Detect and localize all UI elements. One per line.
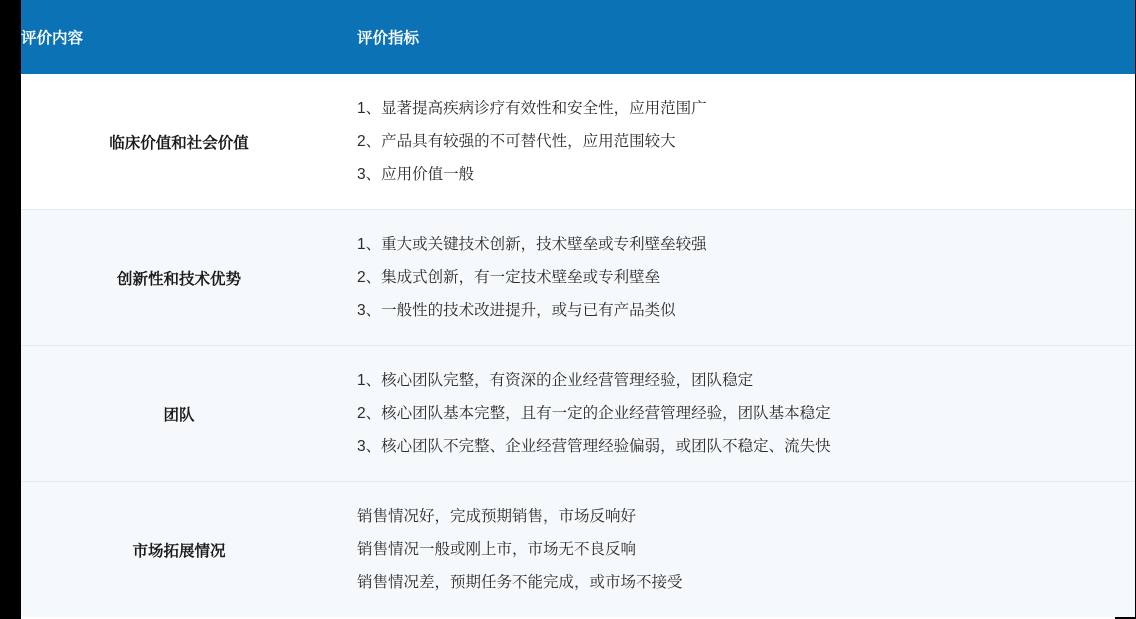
document-sheet xyxy=(21,0,1115,619)
indicator-line: 3、一般性的技术改进提升，或与已有产品类似 xyxy=(357,302,676,319)
row-category: 市场拓展情况 xyxy=(132,542,226,560)
row-indicators xyxy=(337,210,1135,345)
indicator-line: 1、重大或关键技术创新，技术壁垒或专利壁垒较强 xyxy=(357,236,707,253)
indicator-line: 1、显著提高疾病诊疗有效性和安全性，应用范围广 xyxy=(357,100,707,117)
indicator-line: 销售情况好，完成预期销售，市场反响好 xyxy=(357,508,637,525)
indicator-line: 1、核心团队完整，有资深的企业经营管理经验，团队稳定 xyxy=(357,372,754,389)
row-indicators xyxy=(337,74,1135,209)
table-row xyxy=(21,210,1135,345)
table-body xyxy=(21,74,1135,617)
row-category: 临床价值和社会价值 xyxy=(109,134,249,152)
table-row xyxy=(21,346,1135,481)
row-category: 创新性和技术优势 xyxy=(116,270,241,288)
indicator-line: 3、核心团队不完整、企业经营管理经验偏弱，或团队不稳定、流失快 xyxy=(357,438,831,455)
indicator-line: 2、核心团队基本完整，且有一定的企业经营管理经验，团队基本稳定 xyxy=(357,405,831,422)
indicator-line: 2、集成式创新，有一定技术壁垒或专利壁垒 xyxy=(357,269,661,286)
column-header-indicator: 评价指标 xyxy=(337,0,1135,74)
row-indicators xyxy=(337,482,1135,617)
column-header-content: 评价内容 xyxy=(21,0,337,74)
indicator-line: 3、应用价值一般 xyxy=(357,166,475,183)
table-header-row xyxy=(21,0,1135,74)
table-row xyxy=(21,482,1135,617)
indicator-line: 销售情况一般或刚上市，市场无不良反响 xyxy=(357,541,637,558)
table-row xyxy=(21,74,1135,209)
row-indicators xyxy=(337,346,1135,481)
row-category: 团队 xyxy=(163,406,195,424)
table-header xyxy=(21,0,1135,74)
evaluation-criteria-table xyxy=(21,0,1135,617)
indicator-line: 2、产品具有较强的不可替代性，应用范围较大 xyxy=(357,133,676,150)
indicator-line: 销售情况差，预期任务不能完成，或市场不接受 xyxy=(357,574,683,591)
